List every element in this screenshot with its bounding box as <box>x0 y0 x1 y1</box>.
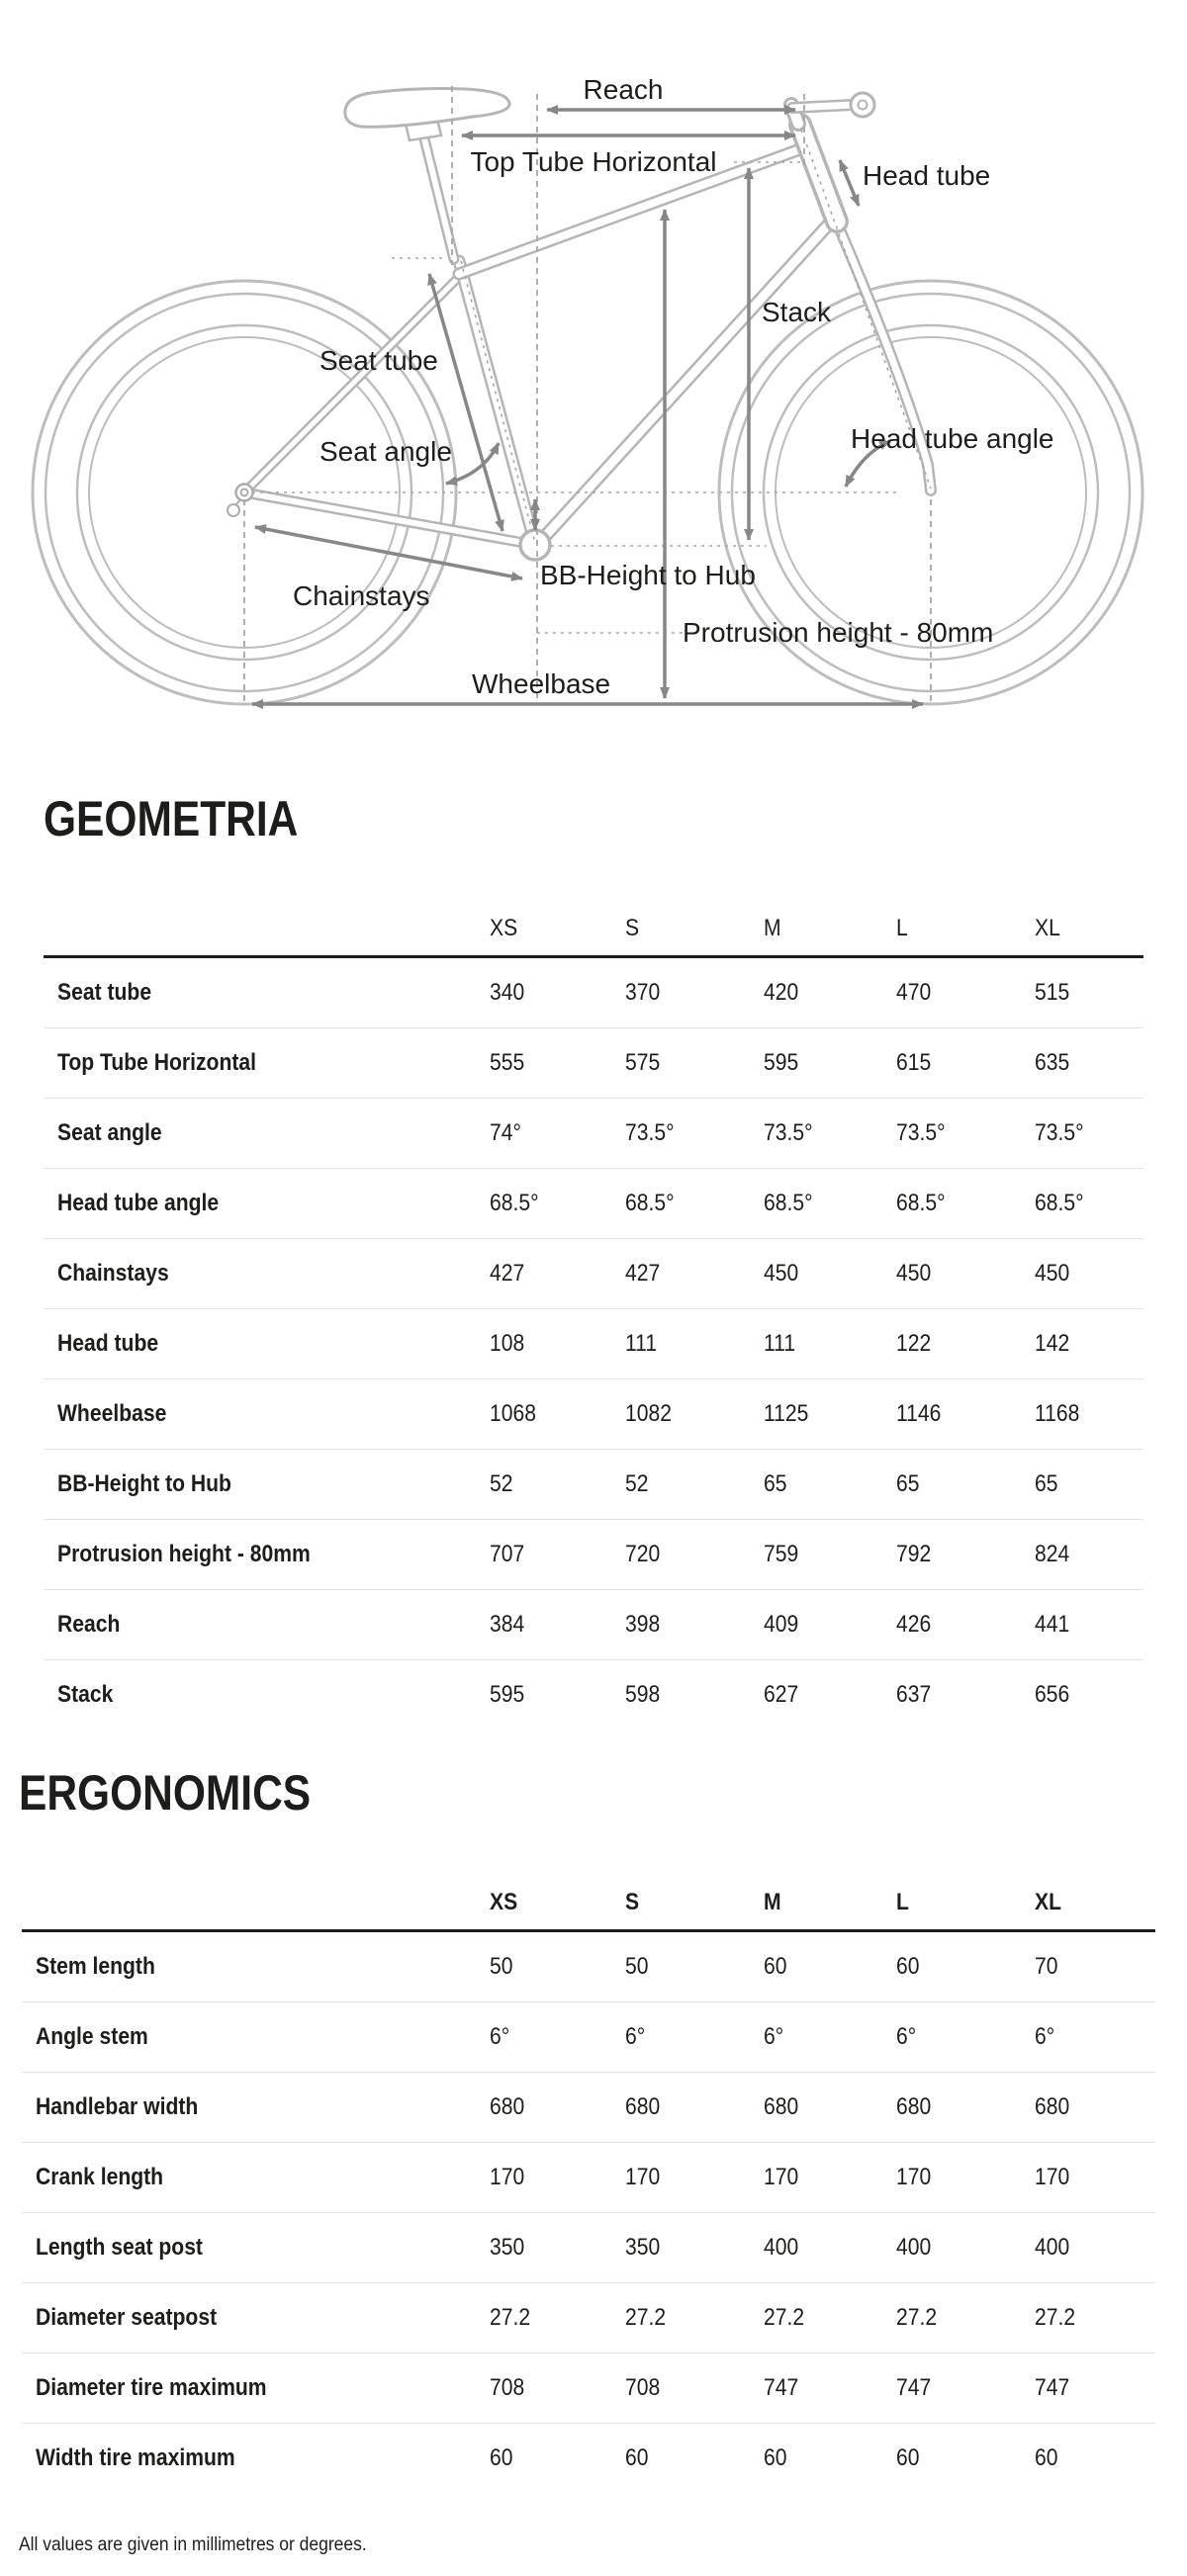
table-row <box>22 2213 1155 2283</box>
row-label: Chainstays <box>57 1260 169 1287</box>
row-label: Angle stem <box>36 2023 148 2050</box>
cell-value: 68.5° <box>625 1190 675 1216</box>
cell-value: 70 <box>1035 1953 1058 1980</box>
cell-value: 65 <box>764 1470 787 1497</box>
cell-value: 142 <box>1035 1330 1070 1357</box>
cell-value: 108 <box>490 1330 525 1357</box>
cell-value: 65 <box>896 1470 920 1497</box>
row-label: Top Tube Horizontal <box>57 1049 257 1076</box>
cell-value: 65 <box>1035 1470 1058 1497</box>
row-label: Wheelbase <box>57 1400 167 1427</box>
seat-tube-label: Seat tube <box>320 345 438 376</box>
table-row <box>22 2354 1155 2424</box>
row-label: Diameter tire maximum <box>36 2374 267 2401</box>
cell-value: 427 <box>490 1260 525 1287</box>
cell-value: 441 <box>1035 1611 1070 1638</box>
cell-value: 350 <box>490 2234 525 2261</box>
table-row <box>22 2002 1155 2073</box>
cell-value: 515 <box>1035 979 1070 1006</box>
row-label: Width tire maximum <box>36 2444 235 2471</box>
column-header-s: S <box>625 1889 640 1915</box>
bb-height-label: BB-Height to Hub <box>540 560 756 590</box>
cell-value: 598 <box>625 1681 661 1708</box>
table-row <box>44 1660 1143 1730</box>
cell-value: 73.5° <box>896 1119 946 1146</box>
cell-value: 427 <box>625 1260 661 1287</box>
table-row <box>22 2283 1155 2354</box>
cell-value: 6° <box>764 2023 784 2050</box>
cell-value: 792 <box>896 1541 932 1567</box>
cell-value: 73.5° <box>625 1119 675 1146</box>
cell-value: 27.2 <box>1035 2304 1076 2331</box>
row-label: Handlebar width <box>36 2093 199 2120</box>
table-row <box>44 1239 1143 1309</box>
table-row <box>22 2143 1155 2213</box>
cell-value: 555 <box>490 1049 525 1076</box>
cell-value: 50 <box>490 1953 513 1980</box>
cell-value: 1146 <box>896 1400 942 1427</box>
column-header-s: S <box>625 915 640 941</box>
cell-value: 635 <box>1035 1049 1070 1076</box>
column-header-xs: XS <box>490 915 518 941</box>
table-row <box>44 1379 1143 1450</box>
top-tube-horizontal-label: Top Tube Horizontal <box>470 146 717 177</box>
ergonomics-section-title: ERGONOMICS <box>19 1765 312 1821</box>
cell-value: 707 <box>490 1541 525 1567</box>
cell-value: 68.5° <box>896 1190 946 1216</box>
chainstays-label: Chainstays <box>293 580 430 611</box>
cell-value: 68.5° <box>490 1190 539 1216</box>
head-tube-label: Head tube <box>863 160 991 191</box>
table-row <box>22 2073 1155 2143</box>
cell-value: 1168 <box>1035 1400 1080 1427</box>
row-label: Seat angle <box>57 1119 162 1146</box>
table-row <box>44 1028 1143 1099</box>
column-header-m: M <box>764 1889 781 1915</box>
cell-value: 122 <box>896 1330 932 1357</box>
cell-value: 747 <box>764 2374 799 2401</box>
cell-value: 60 <box>764 1953 787 1980</box>
cell-value: 73.5° <box>764 1119 813 1146</box>
cell-value: 680 <box>490 2093 525 2120</box>
cell-value: 6° <box>896 2023 917 2050</box>
cell-value: 747 <box>896 2374 932 2401</box>
column-header-l: L <box>896 915 908 941</box>
ergonomics-table <box>22 1884 1155 2493</box>
protrusion-height-label: Protrusion height - 80mm <box>683 617 994 648</box>
seat-angle-label: Seat angle <box>320 436 452 467</box>
wheelbase-label: Wheelbase <box>472 668 611 699</box>
cell-value: 370 <box>625 979 661 1006</box>
cell-value: 73.5° <box>1035 1119 1084 1146</box>
cell-value: 60 <box>1035 2444 1058 2471</box>
row-label: Stem length <box>36 1953 155 1980</box>
cell-value: 708 <box>625 2374 661 2401</box>
bottom-bracket <box>520 530 550 560</box>
cell-value: 350 <box>625 2234 661 2261</box>
table-row <box>44 1099 1143 1169</box>
cell-value: 595 <box>490 1681 525 1708</box>
bike-geometry-diagram <box>0 0 1187 763</box>
geometry-table-header <box>44 910 1143 958</box>
cell-value: 68.5° <box>1035 1190 1084 1216</box>
cell-value: 680 <box>625 2093 661 2120</box>
cell-value: 52 <box>625 1470 649 1497</box>
cell-value: 680 <box>1035 2093 1070 2120</box>
cell-value: 680 <box>764 2093 799 2120</box>
cell-value: 595 <box>764 1049 799 1076</box>
cell-value: 450 <box>896 1260 932 1287</box>
cell-value: 575 <box>625 1049 661 1076</box>
cell-value: 111 <box>625 1330 658 1357</box>
cell-value: 60 <box>764 2444 787 2471</box>
ergonomics-table-header <box>22 1884 1155 1932</box>
table-row <box>22 1932 1155 2002</box>
cell-value: 1082 <box>625 1400 672 1427</box>
row-label: Protrusion height - 80mm <box>57 1541 311 1567</box>
cell-value: 340 <box>490 979 525 1006</box>
cell-value: 60 <box>896 1953 920 1980</box>
cell-value: 6° <box>1035 2023 1055 2050</box>
cell-value: 60 <box>490 2444 513 2471</box>
table-row <box>22 2424 1155 2493</box>
cell-value: 170 <box>625 2164 661 2190</box>
cell-value: 170 <box>896 2164 932 2190</box>
cell-value: 111 <box>764 1330 796 1357</box>
cell-value: 400 <box>1035 2234 1070 2261</box>
cell-value: 409 <box>764 1611 799 1638</box>
column-header-m: M <box>764 915 781 941</box>
cell-value: 170 <box>1035 2164 1070 2190</box>
cell-value: 747 <box>1035 2374 1070 2401</box>
geometry-table-body <box>44 958 1143 1730</box>
reach-label: Reach <box>583 74 664 105</box>
cell-value: 1068 <box>490 1400 536 1427</box>
cell-value: 720 <box>625 1541 661 1567</box>
geometry-table <box>44 910 1143 1730</box>
cell-value: 824 <box>1035 1541 1070 1567</box>
cell-value: 60 <box>896 2444 920 2471</box>
cell-value: 680 <box>896 2093 932 2120</box>
table-row <box>44 1309 1143 1379</box>
cell-value: 450 <box>764 1260 799 1287</box>
table-row <box>44 1169 1143 1239</box>
row-label: Seat tube <box>57 979 152 1006</box>
cell-value: 1125 <box>764 1400 809 1427</box>
cell-value: 6° <box>490 2023 510 2050</box>
table-row <box>44 1450 1143 1520</box>
cell-value: 50 <box>625 1953 649 1980</box>
row-label: Diameter seatpost <box>36 2304 218 2331</box>
cell-value: 27.2 <box>490 2304 531 2331</box>
column-header-l: L <box>896 1889 909 1915</box>
rear-hub <box>228 485 253 517</box>
head-tube-angle-label: Head tube angle <box>851 423 1054 454</box>
row-label: Crank length <box>36 2164 164 2190</box>
cell-value: 656 <box>1035 1681 1070 1708</box>
cell-value: 398 <box>625 1611 661 1638</box>
cell-value: 420 <box>764 979 799 1006</box>
row-label: Stack <box>57 1681 114 1708</box>
cell-value: 426 <box>896 1611 932 1638</box>
table-row <box>44 1590 1143 1660</box>
cell-value: 27.2 <box>764 2304 805 2331</box>
row-label: BB-Height to Hub <box>57 1470 231 1497</box>
cell-value: 27.2 <box>625 2304 667 2331</box>
column-header-xl: XL <box>1035 1889 1061 1915</box>
cell-value: 470 <box>896 979 932 1006</box>
cell-value: 615 <box>896 1049 932 1076</box>
cell-value: 27.2 <box>896 2304 938 2331</box>
cell-value: 627 <box>764 1681 799 1708</box>
row-label: Length seat post <box>36 2234 203 2261</box>
cell-value: 708 <box>490 2374 525 2401</box>
cell-value: 52 <box>490 1470 513 1497</box>
table-row <box>44 958 1143 1028</box>
stack-label: Stack <box>762 297 832 327</box>
cell-value: 400 <box>896 2234 932 2261</box>
cell-value: 68.5° <box>764 1190 813 1216</box>
units-note: All values are given in millimetres or degrees. <box>19 2534 367 2555</box>
column-header-xl: XL <box>1035 915 1060 941</box>
cell-value: 74° <box>490 1119 521 1146</box>
cell-value: 170 <box>490 2164 525 2190</box>
cell-value: 6° <box>625 2023 646 2050</box>
ergonomics-table-body <box>22 1932 1155 2493</box>
cell-value: 170 <box>764 2164 799 2190</box>
row-label: Reach <box>57 1611 121 1638</box>
cell-value: 450 <box>1035 1260 1070 1287</box>
geometry-section-title: GEOMETRIA <box>44 791 299 846</box>
table-row <box>44 1520 1143 1590</box>
row-label: Head tube <box>57 1330 159 1357</box>
cell-value: 384 <box>490 1611 525 1638</box>
cell-value: 400 <box>764 2234 799 2261</box>
cell-value: 60 <box>625 2444 649 2471</box>
cell-value: 637 <box>896 1681 932 1708</box>
column-header-xs: XS <box>490 1889 518 1915</box>
row-label: Head tube angle <box>57 1190 220 1216</box>
cell-value: 759 <box>764 1541 799 1567</box>
